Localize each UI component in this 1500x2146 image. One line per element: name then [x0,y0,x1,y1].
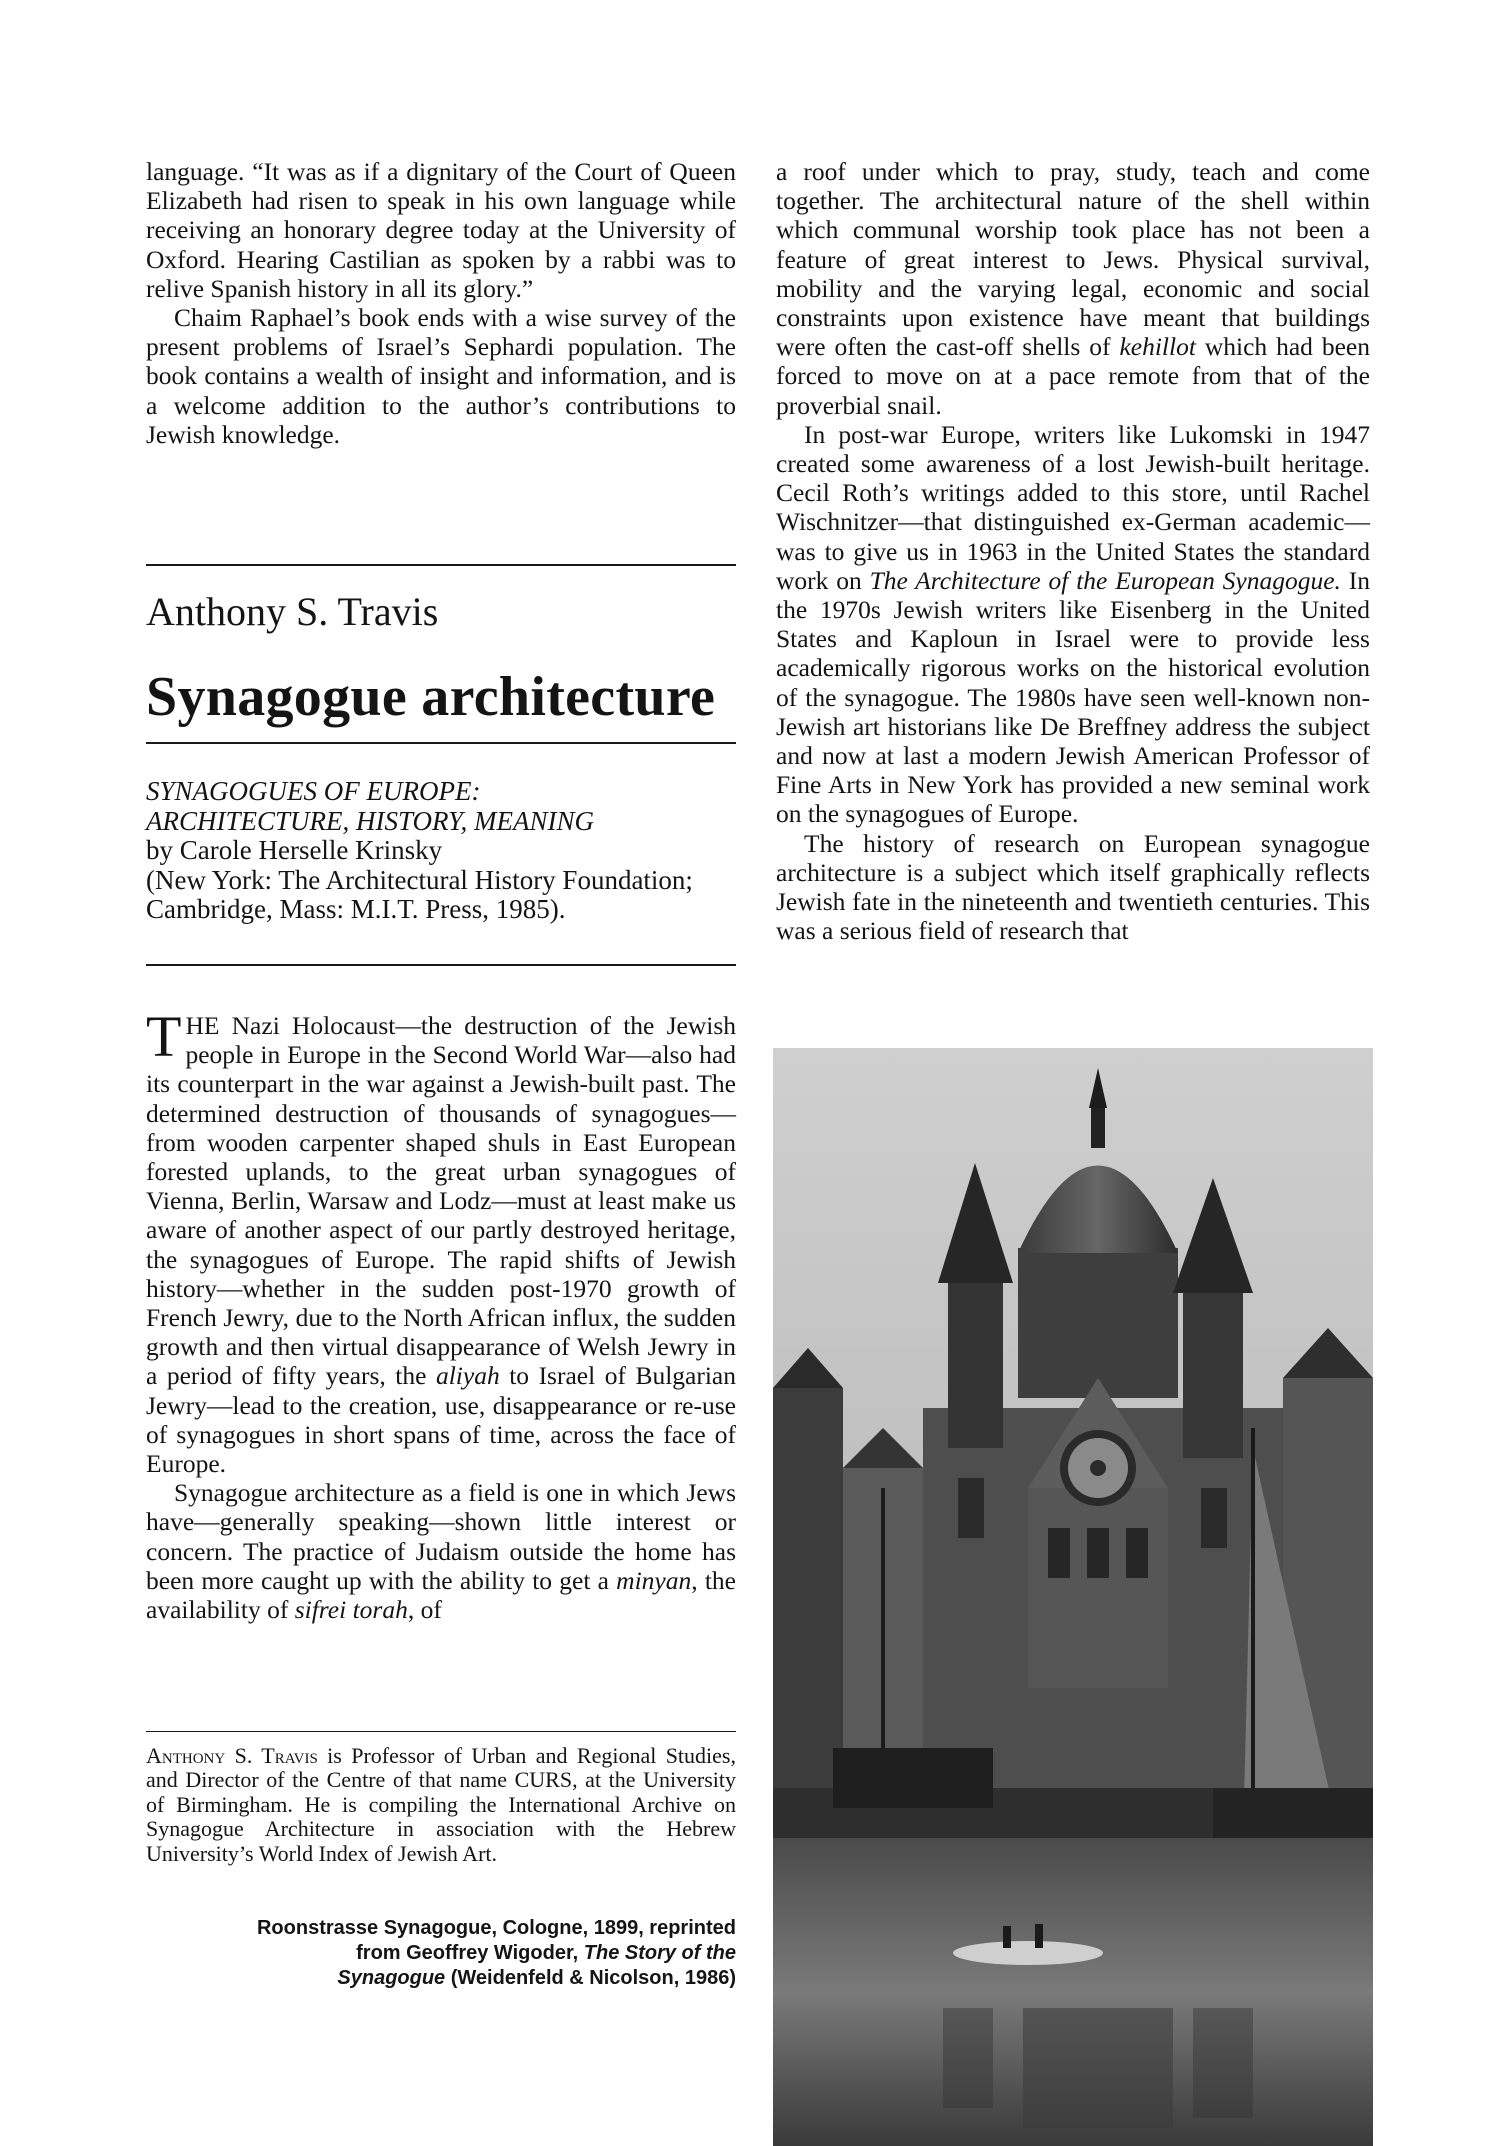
title-divider [146,742,736,744]
synagogue-photograph [773,1048,1373,2146]
book-title-line1: SYNAGOGUES OF EUROPE: [146,776,481,806]
bio-name: Anthony S. Travis [146,1743,318,1768]
article-title: Synagogue architecture [146,666,716,728]
book-details [146,777,736,925]
photo-caption: Roonstrasse Synagogue, Cologne, 1899, reprinted from Geoffrey Wigoder, The Story of the Synagogue (Weidenfeld & Nicolson, 1986) [256,1917,736,1989]
body-paragraph: In post-war Europe, writers like Lukomski in 1947 created some awareness of a lost Jewish-built heritage. Cecil Roth’s writings added to this store, until Rachel Wischnitzer—that distinguished ex-German academic—was to give us in 1963 in the United States the standard work on The Architecture of the European Synagogue. In the 1970s Jewish writers like Eisenberg in the United States and Kaploun in Israel were to provide less academically rigorous works on the historical evolution of the synagogue. The 1980s have seen well-known non-Jewish art historians like De Breffney address the subject and now at last a modern Jewish American Professor of Fine Arts in New York has provided a new seminal work on the synagogues of Europe. [776,419,1370,829]
book-author: by Carole Herselle Krinsky [146,835,443,866]
footnote-divider [146,1731,736,1732]
right-column [776,157,1370,945]
book-publisher: (New York: The Architectural History Foundation; Cambridge, Mass: M.I.T. Press, 1985). [146,864,693,925]
author-bio: Anthony S. Travis is Professor of Urban and Regional Studies, and Director of the Centre of that name CURS, at the University of Birmingham. He is compiling the International Archive on Synagogue Architecture in association with the Hebrew University’s World Index of Jewish Art. [146,1743,736,1866]
drop-cap: T [146,1004,182,1069]
body-paragraph: Synagogue architecture as a field is one in which Jews have—generally speaking—shown little interest or concern. The practice of Judaism outside the home has been more caught up with the ability to get a minyan, the availability of sifrei torah, of [146,1478,736,1625]
body-paragraph: The history of research on European synagogue architecture is a subject which itself graphically reflects Jewish fate in the nineteenth and twentieth centuries. This was a serious field of research that [776,828,1370,946]
body-paragraph: a roof under which to pray, study, teach and come together. The architectural nature of the shell within which communal worship took place has not been a feature of great interest to Jews. Physical survival, mobility and the varying legal, economic and social constraints upon existence have meant that buildings were often the cast-off shells of kehillot which had been forced to move on at a pace remote from that of the proverbial snail. [776,157,1370,420]
section-divider [146,564,736,566]
review-author: Anthony S. Travis [146,589,439,634]
review-body [146,1004,736,1625]
book-title-line2: ARCHITECTURE, HISTORY, MEANING [146,805,595,836]
body-paragraph: THE Nazi Holocaust—the destruction of the Jewish people in Europe in the Second World War—also had its counterpart in the war against a Jewish-built past. The determined destruction of thousands of synagogues—from wooden carpenter shaped shuls in East European forested uplands, to the great urban synagogues of Vienna, Berlin, Warsaw and Lodz—must at least make us aware of another aspect of our partly destroyed heritage, the synagogues of Europe. The rapid shifts of Jewish history—whether in the sudden post-1970 growth of French Jewry, due to the North African influx, the sudden growth and then virtual disappearance of Welsh Jewry in a period of fifty years, the aliyah to Israel of Bulgarian Jewry—lead to the creation, use, disappearance or re-use of synagogues in short spans of time, across the face of Europe. [146,1004,736,1479]
synagogue-illustration [773,1048,1373,2146]
paragraph: Chaim Raphael’s book ends with a wise survey of the present problems of Israel’s Sephardi population. The book contains a wealth of insight and information, and is a welcome addition to the author’s contributions to Jewish knowledge. [146,303,736,449]
book-details-divider [146,964,736,966]
paragraph: language. “It was as if a dignitary of the Court of Queen Elizabeth had risen to speak in his own language while receiving an honorary degree today at the University of Oxford. Hearing Castilian as spoken by a rabbi was to relive Spanish history in all its glory.” [146,157,736,303]
left-column-previous-review [146,157,736,449]
